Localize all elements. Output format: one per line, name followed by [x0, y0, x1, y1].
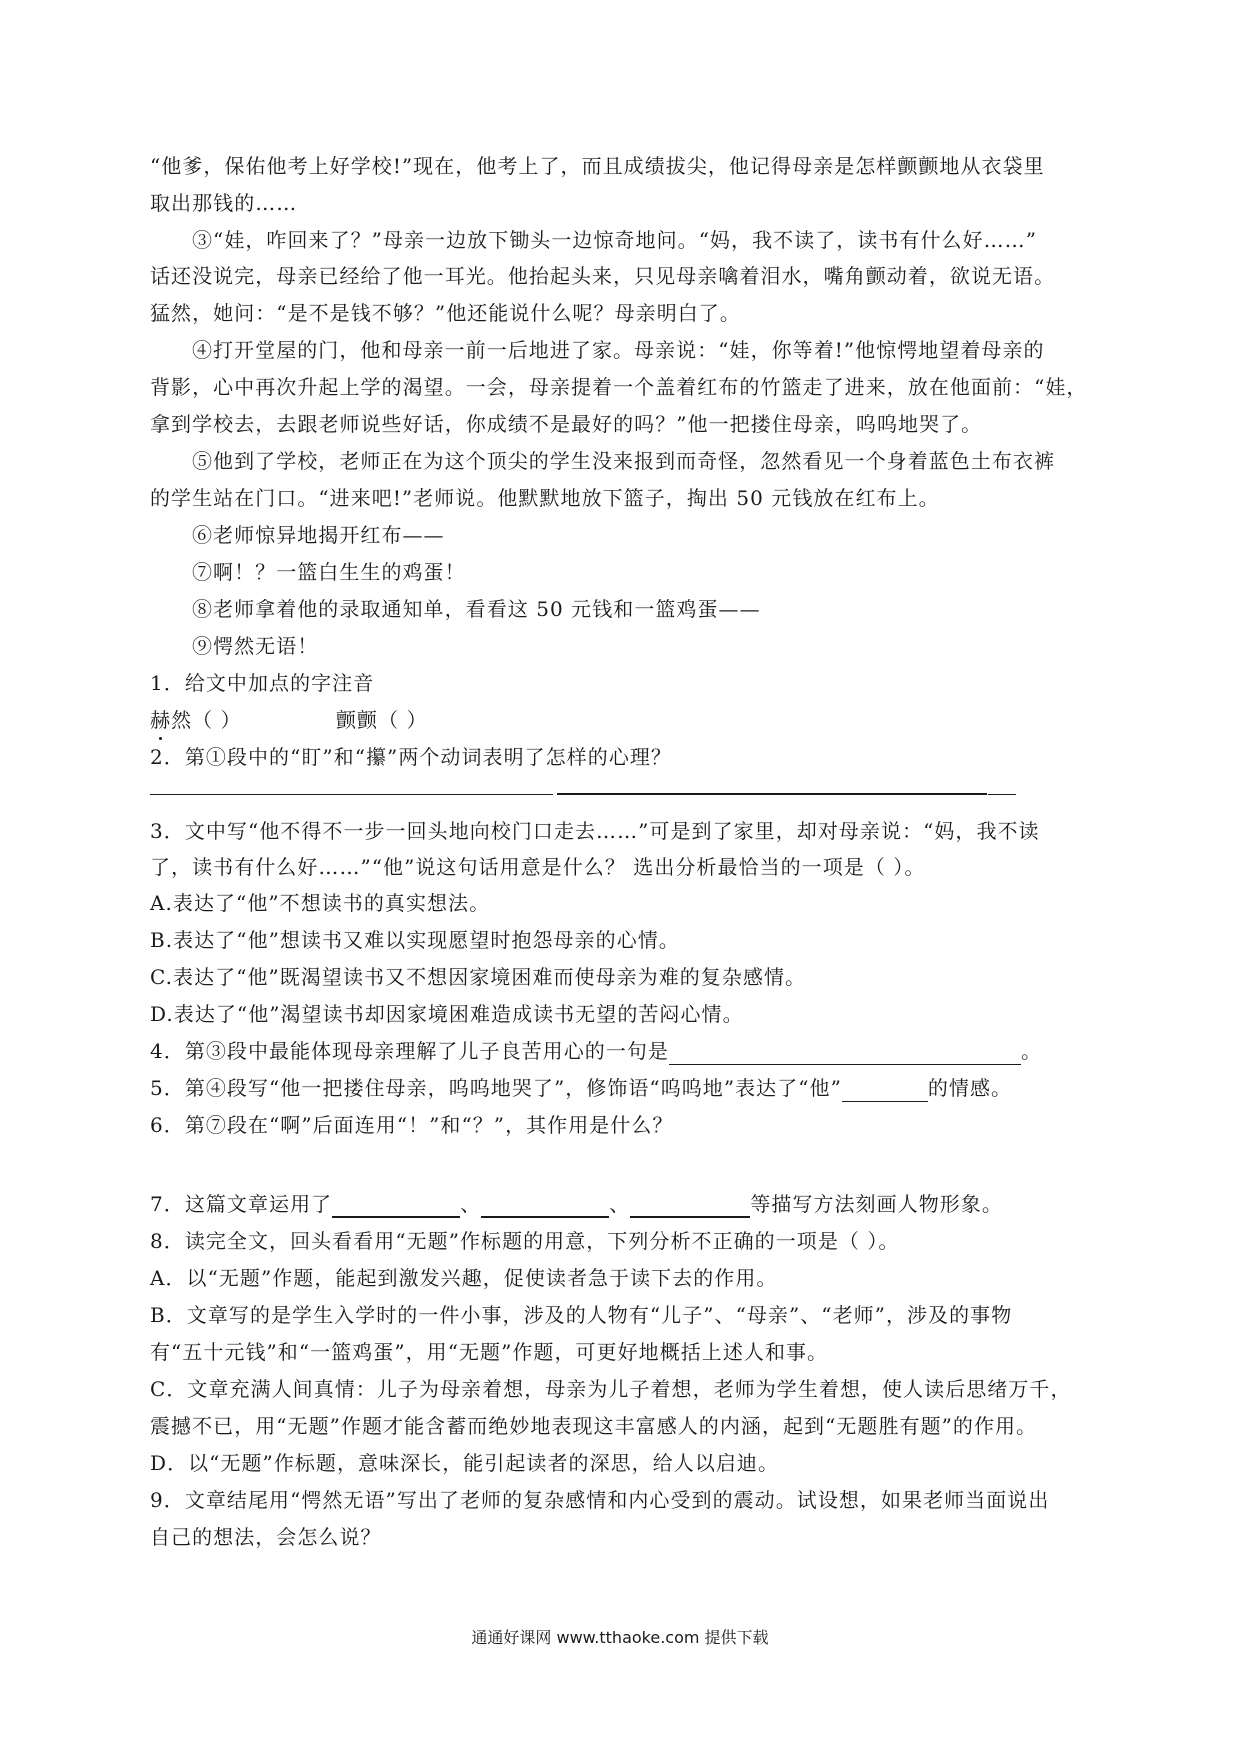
answer-blank[interactable]: （ ） [378, 708, 428, 732]
passage-line: 取出那钱的…… [150, 191, 298, 215]
passage-line: “他爹，保佑他考上好学校!”现在，他考上了，而且成绩拔尖，他记得母亲是怎样颤颤地从衣袋里 [150, 154, 1045, 178]
question-7: 7．这篇文章运用了 、 、 等描写方法刻画人物形象。 [150, 1192, 1003, 1216]
answer-blank[interactable]: （ ） [192, 708, 242, 732]
passage-line: ⑨愕然无语！ [192, 634, 319, 658]
answer-blank[interactable] [630, 1194, 750, 1218]
option-c: 震撼不已，用“无题”作题才能含蓄而绝妙地表现这丰富感人的内涵，起到“无题胜有题”的作用。 [150, 1414, 1038, 1438]
question-6: 6．第⑦段在“啊”后面连用“！”和“？”，其作用是什么？ [150, 1113, 674, 1137]
answer-blank[interactable] [481, 1194, 609, 1218]
answer-blank[interactable] [842, 1079, 928, 1102]
answer-line[interactable] [557, 793, 987, 795]
option-b: B．文章写的是学生入学时的一件小事，涉及的人物有“儿子”、“母亲”、“老师”，涉及的事物 [150, 1303, 1013, 1327]
passage-line: 的学生站在门口。“进来吧!”老师说。他默默地放下篮子，掏出 50 元钱放在红布上。 [150, 486, 940, 510]
question-8: 8．读完全文，回头看看用“无题”作标题的用意，下列分析不正确的一项是（ ）。 [150, 1229, 900, 1253]
question-9: 9．文章结尾用“愕然无语”写出了老师的复杂感情和内心受到的震动。试设想，如果老师当面说出 [150, 1488, 1050, 1512]
passage-line: ⑥老师惊异地揭开红布—— [192, 523, 445, 547]
passage-line: ③“娃，咋回来了？”母亲一边放下锄头一边惊奇地问。“妈，我不读了，读书有什么好……” [192, 228, 1037, 252]
option-d: D．以“无题”作标题，意味深长，能引起读者的深思，给人以启迪。 [150, 1451, 780, 1475]
passage-line: 拿到学校去，去跟老师说些好话，你成绩不是最好的吗？”他一把搂住母亲，呜呜地哭了。 [150, 412, 983, 436]
question-3: 了，读书有什么好……”“他”说这句话用意是什么？ 选出分析最恰当的一项是（ ）。 [150, 855, 926, 879]
option-b: 有“五十元钱”和“一篮鸡蛋”，用“无题”作题，可更好地概括上述人和事。 [150, 1340, 829, 1364]
passage-line: 猛然，她问：“是不是钱不够？”他还能说什么呢？母亲明白了。 [150, 301, 741, 325]
question-1-words: 赫然（ ） [150, 708, 242, 732]
answer-blank[interactable] [669, 1042, 1021, 1065]
question-4: 4．第③段中最能体现母亲理解了儿子良苦用心的一句是 。 [150, 1039, 1043, 1063]
question-3: 3．文中写“他不得不一步一回头地向校门口走去……”可是到了家里，却对母亲说：“妈，我不读 [150, 819, 1040, 843]
option-a: A.表达了“他”不想读书的真实想法。 [150, 891, 491, 915]
question-9: 自己的想法，会怎么说？ [150, 1525, 382, 1549]
answer-blank[interactable] [332, 1194, 460, 1218]
question-5: 5．第④段写“他一把搂住母亲，呜呜地哭了”，修饰语“呜呜地”表达了“他” 的情感。 [150, 1076, 1013, 1100]
passage-line: ④打开堂屋的门，他和母亲一前一后地进了家。母亲说：“娃，你等着!”他惊愕地望着母亲的 [192, 338, 1045, 362]
passage-line: ⑤他到了学校，老师正在为这个顶尖的学生没来报到而奇怪，忽然看见一个身着蓝色土布衣裤 [192, 449, 1056, 473]
option-c: C.表达了“他”既渴望读书又不想因家境困难而使母亲为难的复杂感情。 [150, 965, 807, 989]
passage-line: 背影，心中再次升起上学的渴望。一会，母亲提着一个盖着红布的竹篮走了进来，放在他面前：“娃， [150, 375, 1088, 399]
passage-line: 话还没说完，母亲已经给了他一耳光。他抬起头来，只见母亲噙着泪水，嘴角颤动着，欲说无语。 [150, 264, 1056, 288]
option-c: C．文章充满人间真情：儿子为母亲着想，母亲为儿子着想，老师为学生着想，使人读后思绪万千， [150, 1377, 1072, 1401]
dotted-char: 赫 [150, 708, 172, 732]
option-d: D.表达了“他”渴望读书却因家境困难造成读书无望的苦闷心情。 [150, 1002, 744, 1026]
option-b: B.表达了“他”想读书又难以实现愿望时抱怨母亲的心情。 [150, 928, 680, 952]
question-1-word-2: 颤颤（ ） [336, 708, 428, 732]
answer-line[interactable] [150, 794, 553, 795]
question-2: 2．第①段中的“盯”和“攥”两个动词表明了怎样的心理？ [150, 745, 672, 769]
passage-line: ⑦啊！？一篮白生生的鸡蛋！ [192, 560, 466, 584]
option-a: A．以“无题”作题，能起到激发兴趣，促使读者急于读下去的作用。 [150, 1266, 778, 1290]
passage-line: ⑧老师拿着他的录取通知单，看看这 50 元钱和一篮鸡蛋—— [192, 597, 761, 621]
page-footer: 通通好课网 www.tthaoke.com 提供下载 [471, 1628, 769, 1647]
question-1: 1．给文中加点的字注音 [150, 671, 375, 695]
answer-line[interactable] [988, 794, 1016, 795]
